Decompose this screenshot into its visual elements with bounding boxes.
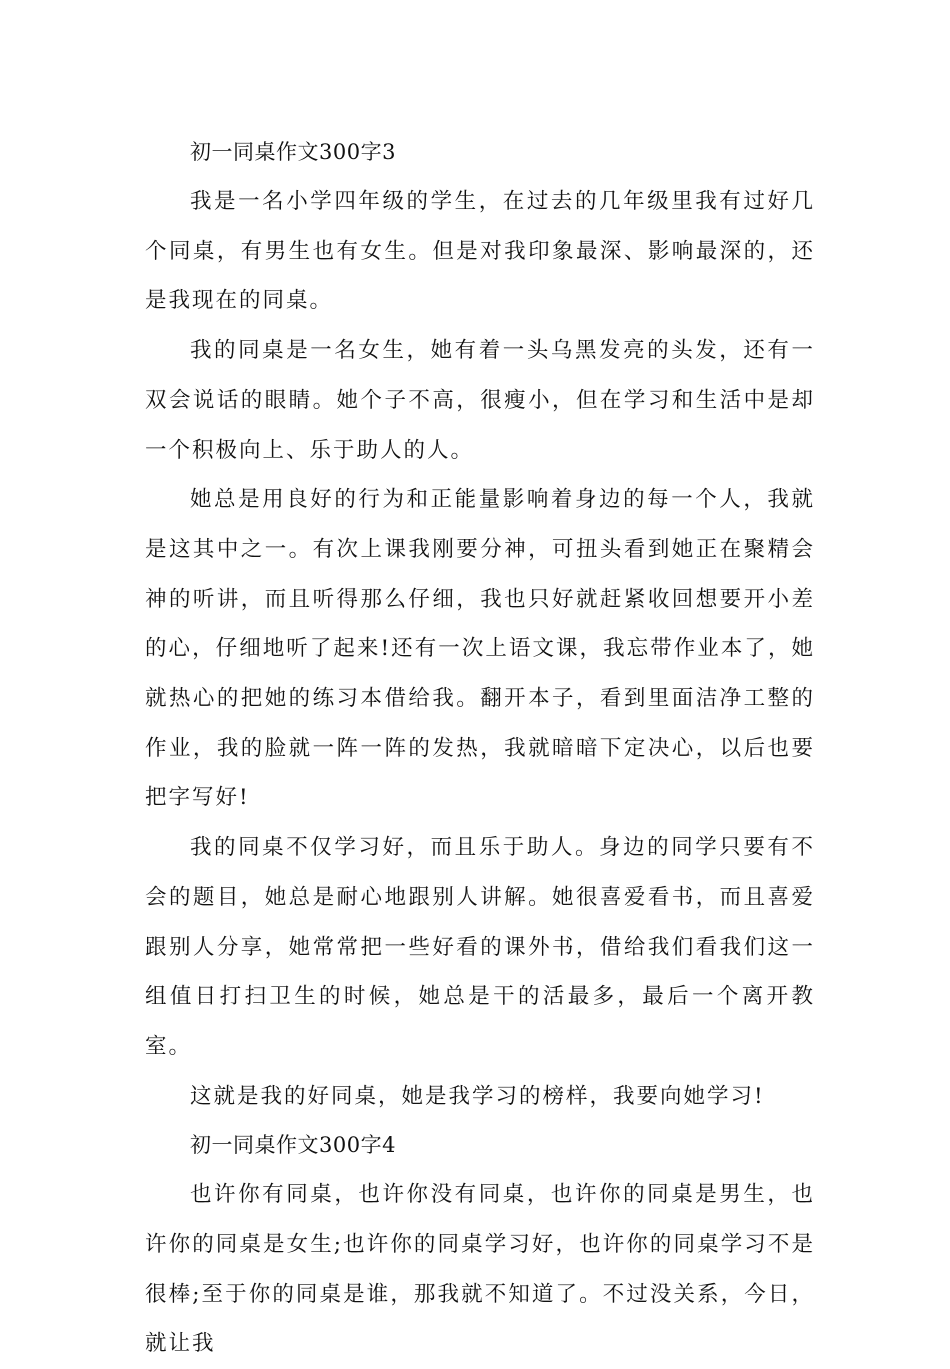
- paragraph-conclusion: 这就是我的好同桌，她是我学习的榜样，我要向她学习!: [190, 1083, 765, 1109]
- paragraph-influence: 她总是用良好的行为和正能量影响着身边的每一个人，我就是这其中之一。有次上课我刚要分神，可扭头看到她正在聚精会神的听讲，而且听得那么仔细，我也只好就赶紧收回想要开小差的心，仔细地听了起来!还有一次上语文课，我忘带作业本了，她就热心的把她的练习本借给我。翻开本子，看到里面洁净工整的作业，我的脸就一阵一阵的发热，我就暗暗下定决心，以后也要把字写好!: [145, 487, 815, 811]
- essay-title-4: 初一同桌作文300字4: [190, 1133, 396, 1158]
- document-body: [145, 128, 815, 1369]
- paragraph-helpful: 我的同桌不仅学习好，而且乐于助人。身边的同学只要有不会的题目，她总是耐心地跟别人讲解。她很喜爱看书，而且喜爱跟别人分享，她常常把一些好看的课外书，借给我们看我们这一组值日打扫卫生的时候，她总是干的活最多，最后一个离开教室。: [145, 835, 815, 1059]
- paragraph-description: 我的同桌是一名女生，她有着一头乌黑发亮的头发，还有一双会说话的眼睛。她个子不高，很瘦小，但在学习和生活中是却一个积极向上、乐于助人的人。: [145, 338, 815, 463]
- essay-title-3: 初一同桌作文300字3: [190, 140, 396, 164]
- paragraph-intro: 我是一名小学四年级的学生，在过去的几年级里我有过好几个同桌，有男生也有女生。但是对我印象最深、影响最深的，还是我现在的同桌。: [145, 189, 815, 314]
- paragraph-essay4-intro: 也许你有同桌，也许你没有同桌，也许你的同桌是男生，也许你的同桌是女生;也许你的同桌学习好，也许你的同桌学习不是很棒;至于你的同桌是谁，那我就不知道了。不过没关系，今日，就让我: [145, 1182, 815, 1357]
